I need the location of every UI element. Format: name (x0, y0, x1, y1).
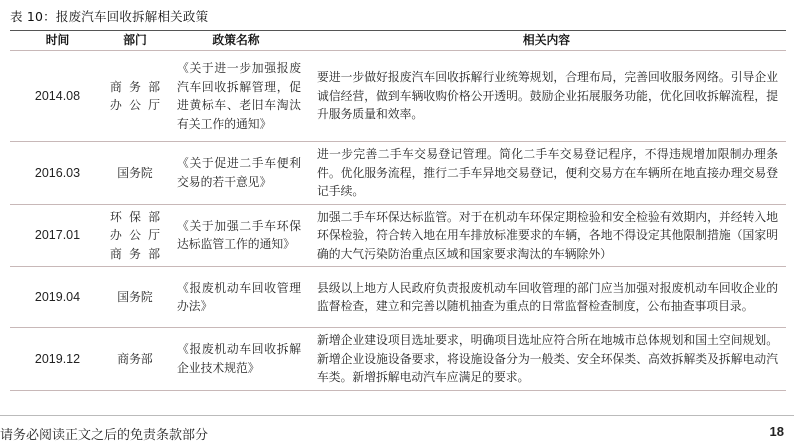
cell-policy: 《关于促进二手车便利交易的若干意见》 (165, 142, 307, 205)
dept-line: 商务部 (117, 351, 153, 366)
cell-content: 新增企业建设项目选址要求，明确项目选址应符合所在地城市总体规划和国土空间规划。新增企业设施设备要求，将设施设备分为一般类、安全环保类、高效拆解类及拆解电动汽车类。新增拆解电动汽车应满足的要求。 (307, 328, 786, 391)
dept-line: 商务部 (110, 79, 160, 94)
table-row (10, 51, 786, 142)
cell-policy: 《关于加强二手车环保达标监管工作的通知》 (165, 204, 307, 267)
cell-time: 2019.04 (10, 267, 105, 328)
dept-line: 办公厅 (110, 98, 160, 112)
cell-dept (105, 267, 165, 328)
cell-policy: 《报废机动车回收管理办法》 (165, 267, 307, 328)
cell-time: 2016.03 (10, 142, 105, 205)
cell-time: 2014.08 (10, 51, 105, 142)
page-number: 18 (769, 424, 784, 439)
cell-policy: 《报废机动车回收拆解企业技术规范》 (165, 328, 307, 391)
dept-line: 商务部 (110, 246, 160, 261)
dept-line: 国务院 (117, 289, 153, 304)
cell-content: 要进一步做好报废汽车回收拆解行业统筹规划，合理布局，完善回收服务网络。引导企业诚信经营，做到车辆收购价格公开透明。鼓励企业拓展服务功能，优化回收拆解流程，提升服务质量和效率。 (307, 51, 786, 142)
table-caption: 表 10：报废汽车回收拆解相关政策 (10, 9, 209, 24)
disclaimer-note: 请务必阅读正文之后的免责条款部分 (0, 428, 209, 443)
cell-dept (105, 204, 165, 267)
cell-content: 进一步完善二手车交易登记管理。简化二手车交易登记程序，不得违规增加限制办理条件。优化服务流程，推行二手车异地交易登记，便利交易方在车辆所在地直接办理交易登记手续。 (307, 142, 786, 205)
cell-dept (105, 51, 165, 142)
footer-divider (0, 415, 794, 416)
dept-line: 办公厅 (110, 228, 160, 242)
table-row (10, 328, 786, 391)
cell-dept (105, 142, 165, 205)
cell-content: 加强二手车环保达标监管。对于在机动车环保定期检验和安全检验有效期内，并经转入地环保检验，符合转入地在用车排放标准要求的车辆，各地不得设定其他限制措施（国家明确的大气污染防治重点区域和国家要求淘汰的车辆除外） (307, 204, 786, 267)
cell-policy: 《关于进一步加强报废汽车回收拆解管理，促进黄标车、老旧车淘汰有关工作的通知》 (165, 51, 307, 142)
header-time: 时间 (10, 31, 105, 51)
cell-content: 县级以上地方人民政府负责报废机动车回收管理的部门应当加强对报废机动车回收企业的监督检查，建立和完善以随机抽查为重点的日常监督检查制度，公布抽查事项目录。 (307, 267, 786, 328)
table-row (10, 142, 786, 205)
policy-table (10, 30, 786, 391)
dept-line: 国务院 (117, 165, 153, 180)
cell-time: 2019.12 (10, 328, 105, 391)
table-row (10, 204, 786, 267)
header-policy: 政策名称 (165, 31, 307, 51)
cell-dept (105, 328, 165, 391)
header-content: 相关内容 (307, 31, 786, 51)
cell-time: 2017.01 (10, 204, 105, 267)
dept-line: 环保部 (110, 209, 160, 224)
table-row (10, 267, 786, 328)
header-dept: 部门 (105, 31, 165, 51)
table-header-row (10, 31, 786, 51)
